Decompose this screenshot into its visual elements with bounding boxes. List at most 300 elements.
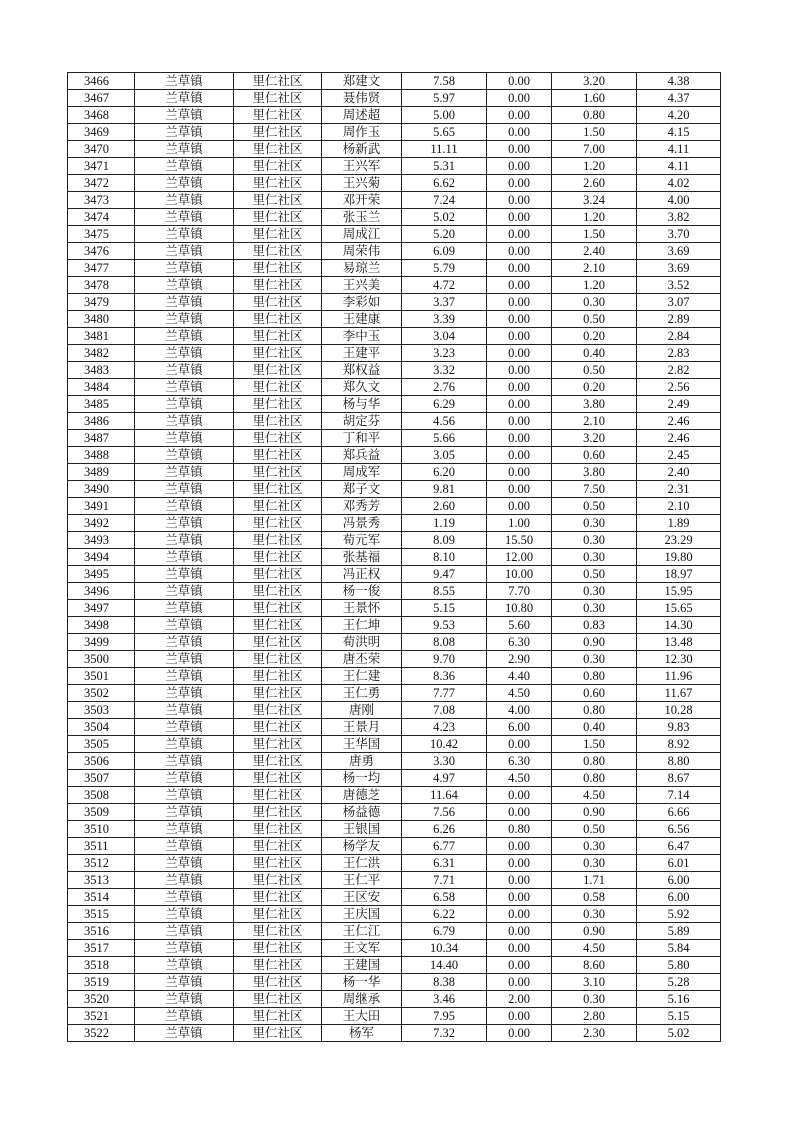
town-cell: 兰草镇 bbox=[135, 141, 234, 158]
value2-cell: 0.00 bbox=[487, 940, 552, 957]
community-cell: 里仁社区 bbox=[234, 566, 322, 583]
name-cell: 周作玉 bbox=[322, 124, 402, 141]
total-cell: 6.00 bbox=[637, 872, 721, 889]
town-cell: 兰草镇 bbox=[135, 430, 234, 447]
table-row bbox=[68, 600, 721, 617]
value1-cell: 3.39 bbox=[402, 311, 487, 328]
row-number-cell: 3470 bbox=[68, 141, 135, 158]
value3-cell: 0.80 bbox=[552, 668, 637, 685]
total-cell: 11.96 bbox=[637, 668, 721, 685]
value1-cell: 2.76 bbox=[402, 379, 487, 396]
value3-cell: 1.71 bbox=[552, 872, 637, 889]
row-number-cell: 3517 bbox=[68, 940, 135, 957]
community-cell: 里仁社区 bbox=[234, 889, 322, 906]
row-number-cell: 3475 bbox=[68, 226, 135, 243]
value1-cell: 6.79 bbox=[402, 923, 487, 940]
value3-cell: 0.90 bbox=[552, 634, 637, 651]
table-row bbox=[68, 821, 721, 838]
community-cell: 里仁社区 bbox=[234, 498, 322, 515]
value3-cell: 1.60 bbox=[552, 90, 637, 107]
value2-cell: 2.90 bbox=[487, 651, 552, 668]
table-row bbox=[68, 838, 721, 855]
table-row bbox=[68, 464, 721, 481]
community-cell: 里仁社区 bbox=[234, 481, 322, 498]
row-number-cell: 3507 bbox=[68, 770, 135, 787]
value2-cell: 0.00 bbox=[487, 1025, 552, 1042]
table-row bbox=[68, 634, 721, 651]
value3-cell: 0.30 bbox=[552, 549, 637, 566]
town-cell: 兰草镇 bbox=[135, 668, 234, 685]
value3-cell: 0.50 bbox=[552, 566, 637, 583]
total-cell: 5.92 bbox=[637, 906, 721, 923]
town-cell: 兰草镇 bbox=[135, 583, 234, 600]
total-cell: 1.89 bbox=[637, 515, 721, 532]
community-cell: 里仁社区 bbox=[234, 923, 322, 940]
name-cell: 王大田 bbox=[322, 1008, 402, 1025]
name-cell: 周述超 bbox=[322, 107, 402, 124]
town-cell: 兰草镇 bbox=[135, 226, 234, 243]
row-number-cell: 3481 bbox=[68, 328, 135, 345]
community-cell: 里仁社区 bbox=[234, 719, 322, 736]
value3-cell: 0.30 bbox=[552, 855, 637, 872]
table-row bbox=[68, 872, 721, 889]
value1-cell: 5.20 bbox=[402, 226, 487, 243]
table-row bbox=[68, 1025, 721, 1042]
row-number-cell: 3506 bbox=[68, 753, 135, 770]
row-number-cell: 3514 bbox=[68, 889, 135, 906]
row-number-cell: 3508 bbox=[68, 787, 135, 804]
name-cell: 周成军 bbox=[322, 464, 402, 481]
value2-cell: 0.00 bbox=[487, 923, 552, 940]
value3-cell: 0.30 bbox=[552, 991, 637, 1008]
community-cell: 里仁社区 bbox=[234, 158, 322, 175]
value1-cell: 7.58 bbox=[402, 73, 487, 90]
value1-cell: 11.11 bbox=[402, 141, 487, 158]
row-number-cell: 3522 bbox=[68, 1025, 135, 1042]
table-row bbox=[68, 566, 721, 583]
table-row bbox=[68, 107, 721, 124]
name-cell: 王建国 bbox=[322, 957, 402, 974]
town-cell: 兰草镇 bbox=[135, 753, 234, 770]
community-cell: 里仁社区 bbox=[234, 328, 322, 345]
community-cell: 里仁社区 bbox=[234, 651, 322, 668]
value2-cell: 0.00 bbox=[487, 974, 552, 991]
value1-cell: 7.32 bbox=[402, 1025, 487, 1042]
town-cell: 兰草镇 bbox=[135, 294, 234, 311]
row-number-cell: 3476 bbox=[68, 243, 135, 260]
value2-cell: 0.00 bbox=[487, 957, 552, 974]
value1-cell: 5.31 bbox=[402, 158, 487, 175]
value1-cell: 6.58 bbox=[402, 889, 487, 906]
value1-cell: 6.77 bbox=[402, 838, 487, 855]
table-row bbox=[68, 974, 721, 991]
town-cell: 兰草镇 bbox=[135, 192, 234, 209]
town-cell: 兰草镇 bbox=[135, 1025, 234, 1042]
total-cell: 18.97 bbox=[637, 566, 721, 583]
name-cell: 邓开荣 bbox=[322, 192, 402, 209]
total-cell: 6.56 bbox=[637, 821, 721, 838]
table-row bbox=[68, 260, 721, 277]
town-cell: 兰草镇 bbox=[135, 549, 234, 566]
row-number-cell: 3487 bbox=[68, 430, 135, 447]
row-number-cell: 3501 bbox=[68, 668, 135, 685]
town-cell: 兰草镇 bbox=[135, 804, 234, 821]
value1-cell: 1.19 bbox=[402, 515, 487, 532]
row-number-cell: 3488 bbox=[68, 447, 135, 464]
town-cell: 兰草镇 bbox=[135, 855, 234, 872]
row-number-cell: 3468 bbox=[68, 107, 135, 124]
town-cell: 兰草镇 bbox=[135, 277, 234, 294]
name-cell: 唐勇 bbox=[322, 753, 402, 770]
row-number-cell: 3477 bbox=[68, 260, 135, 277]
row-number-cell: 3499 bbox=[68, 634, 135, 651]
value2-cell: 0.00 bbox=[487, 243, 552, 260]
town-cell: 兰草镇 bbox=[135, 209, 234, 226]
row-number-cell: 3483 bbox=[68, 362, 135, 379]
name-cell: 王区安 bbox=[322, 889, 402, 906]
row-number-cell: 3511 bbox=[68, 838, 135, 855]
town-cell: 兰草镇 bbox=[135, 379, 234, 396]
value2-cell: 0.00 bbox=[487, 141, 552, 158]
value3-cell: 0.50 bbox=[552, 311, 637, 328]
town-cell: 兰草镇 bbox=[135, 158, 234, 175]
value2-cell: 2.00 bbox=[487, 991, 552, 1008]
value1-cell: 5.15 bbox=[402, 600, 487, 617]
name-cell: 冯景秀 bbox=[322, 515, 402, 532]
value1-cell: 10.42 bbox=[402, 736, 487, 753]
value3-cell: 0.30 bbox=[552, 906, 637, 923]
value1-cell: 7.24 bbox=[402, 192, 487, 209]
data-table bbox=[67, 72, 721, 1042]
value1-cell: 6.22 bbox=[402, 906, 487, 923]
town-cell: 兰草镇 bbox=[135, 838, 234, 855]
name-cell: 王仁勇 bbox=[322, 685, 402, 702]
name-cell: 王仁洪 bbox=[322, 855, 402, 872]
town-cell: 兰草镇 bbox=[135, 872, 234, 889]
value1-cell: 6.09 bbox=[402, 243, 487, 260]
row-number-cell: 3515 bbox=[68, 906, 135, 923]
row-number-cell: 3492 bbox=[68, 515, 135, 532]
town-cell: 兰草镇 bbox=[135, 940, 234, 957]
total-cell: 5.02 bbox=[637, 1025, 721, 1042]
table-row bbox=[68, 158, 721, 175]
town-cell: 兰草镇 bbox=[135, 651, 234, 668]
total-cell: 6.01 bbox=[637, 855, 721, 872]
table-row bbox=[68, 991, 721, 1008]
table-row bbox=[68, 124, 721, 141]
total-cell: 5.89 bbox=[637, 923, 721, 940]
value1-cell: 3.23 bbox=[402, 345, 487, 362]
table-row bbox=[68, 549, 721, 566]
value3-cell: 2.10 bbox=[552, 260, 637, 277]
total-cell: 2.56 bbox=[637, 379, 721, 396]
table-row bbox=[68, 379, 721, 396]
table-row bbox=[68, 583, 721, 600]
row-number-cell: 3491 bbox=[68, 498, 135, 515]
table-row bbox=[68, 617, 721, 634]
value1-cell: 5.00 bbox=[402, 107, 487, 124]
value2-cell: 0.00 bbox=[487, 73, 552, 90]
row-number-cell: 3490 bbox=[68, 481, 135, 498]
value1-cell: 8.09 bbox=[402, 532, 487, 549]
value2-cell: 0.00 bbox=[487, 277, 552, 294]
town-cell: 兰草镇 bbox=[135, 787, 234, 804]
town-cell: 兰草镇 bbox=[135, 719, 234, 736]
value1-cell: 9.81 bbox=[402, 481, 487, 498]
total-cell: 23.29 bbox=[637, 532, 721, 549]
value3-cell: 0.30 bbox=[552, 532, 637, 549]
community-cell: 里仁社区 bbox=[234, 362, 322, 379]
value2-cell: 0.00 bbox=[487, 430, 552, 447]
value1-cell: 6.29 bbox=[402, 396, 487, 413]
value2-cell: 1.00 bbox=[487, 515, 552, 532]
total-cell: 2.46 bbox=[637, 430, 721, 447]
value3-cell: 1.20 bbox=[552, 158, 637, 175]
value2-cell: 5.60 bbox=[487, 617, 552, 634]
name-cell: 聂伟贤 bbox=[322, 90, 402, 107]
name-cell: 王兴菊 bbox=[322, 175, 402, 192]
total-cell: 15.65 bbox=[637, 600, 721, 617]
table-row bbox=[68, 209, 721, 226]
community-cell: 里仁社区 bbox=[234, 634, 322, 651]
town-cell: 兰草镇 bbox=[135, 345, 234, 362]
value1-cell: 8.08 bbox=[402, 634, 487, 651]
value2-cell: 10.00 bbox=[487, 566, 552, 583]
value2-cell: 0.00 bbox=[487, 362, 552, 379]
value3-cell: 4.50 bbox=[552, 940, 637, 957]
value2-cell: 6.00 bbox=[487, 719, 552, 736]
value3-cell: 0.30 bbox=[552, 838, 637, 855]
table-row bbox=[68, 447, 721, 464]
value2-cell: 0.00 bbox=[487, 413, 552, 430]
community-cell: 里仁社区 bbox=[234, 872, 322, 889]
value1-cell: 3.04 bbox=[402, 328, 487, 345]
name-cell: 王华国 bbox=[322, 736, 402, 753]
value3-cell: 0.30 bbox=[552, 651, 637, 668]
value2-cell: 12.00 bbox=[487, 549, 552, 566]
total-cell: 10.28 bbox=[637, 702, 721, 719]
name-cell: 周成江 bbox=[322, 226, 402, 243]
table-row bbox=[68, 957, 721, 974]
name-cell: 杨军 bbox=[322, 1025, 402, 1042]
row-number-cell: 3494 bbox=[68, 549, 135, 566]
table-row bbox=[68, 787, 721, 804]
value1-cell: 4.97 bbox=[402, 770, 487, 787]
row-number-cell: 3467 bbox=[68, 90, 135, 107]
table-row bbox=[68, 90, 721, 107]
name-cell: 王庆国 bbox=[322, 906, 402, 923]
name-cell: 张基福 bbox=[322, 549, 402, 566]
value3-cell: 2.10 bbox=[552, 413, 637, 430]
total-cell: 12.30 bbox=[637, 651, 721, 668]
town-cell: 兰草镇 bbox=[135, 447, 234, 464]
town-cell: 兰草镇 bbox=[135, 515, 234, 532]
total-cell: 6.66 bbox=[637, 804, 721, 821]
community-cell: 里仁社区 bbox=[234, 974, 322, 991]
value1-cell: 5.97 bbox=[402, 90, 487, 107]
name-cell: 郑建文 bbox=[322, 73, 402, 90]
value2-cell: 0.00 bbox=[487, 872, 552, 889]
community-cell: 里仁社区 bbox=[234, 668, 322, 685]
row-number-cell: 3474 bbox=[68, 209, 135, 226]
value1-cell: 3.37 bbox=[402, 294, 487, 311]
value3-cell: 1.50 bbox=[552, 736, 637, 753]
value1-cell: 4.23 bbox=[402, 719, 487, 736]
community-cell: 里仁社区 bbox=[234, 447, 322, 464]
table-row bbox=[68, 413, 721, 430]
town-cell: 兰草镇 bbox=[135, 889, 234, 906]
community-cell: 里仁社区 bbox=[234, 396, 322, 413]
community-cell: 里仁社区 bbox=[234, 838, 322, 855]
value3-cell: 0.90 bbox=[552, 804, 637, 821]
value1-cell: 8.10 bbox=[402, 549, 487, 566]
community-cell: 里仁社区 bbox=[234, 1008, 322, 1025]
community-cell: 里仁社区 bbox=[234, 787, 322, 804]
name-cell: 冯正权 bbox=[322, 566, 402, 583]
total-cell: 4.02 bbox=[637, 175, 721, 192]
town-cell: 兰草镇 bbox=[135, 260, 234, 277]
value2-cell: 0.00 bbox=[487, 804, 552, 821]
value2-cell: 0.00 bbox=[487, 328, 552, 345]
value2-cell: 0.00 bbox=[487, 906, 552, 923]
total-cell: 15.95 bbox=[637, 583, 721, 600]
total-cell: 2.83 bbox=[637, 345, 721, 362]
town-cell: 兰草镇 bbox=[135, 1008, 234, 1025]
community-cell: 里仁社区 bbox=[234, 549, 322, 566]
town-cell: 兰草镇 bbox=[135, 175, 234, 192]
value2-cell: 0.00 bbox=[487, 226, 552, 243]
table-row bbox=[68, 1008, 721, 1025]
value2-cell: 0.00 bbox=[487, 855, 552, 872]
total-cell: 2.89 bbox=[637, 311, 721, 328]
row-number-cell: 3497 bbox=[68, 600, 135, 617]
community-cell: 里仁社区 bbox=[234, 379, 322, 396]
row-number-cell: 3484 bbox=[68, 379, 135, 396]
community-cell: 里仁社区 bbox=[234, 345, 322, 362]
value2-cell: 15.50 bbox=[487, 532, 552, 549]
total-cell: 3.70 bbox=[637, 226, 721, 243]
table-row bbox=[68, 311, 721, 328]
table-row bbox=[68, 481, 721, 498]
value1-cell: 6.26 bbox=[402, 821, 487, 838]
community-cell: 里仁社区 bbox=[234, 464, 322, 481]
value2-cell: 0.00 bbox=[487, 345, 552, 362]
value2-cell: 10.80 bbox=[487, 600, 552, 617]
value3-cell: 7.00 bbox=[552, 141, 637, 158]
name-cell: 王仁建 bbox=[322, 668, 402, 685]
value1-cell: 4.72 bbox=[402, 277, 487, 294]
town-cell: 兰草镇 bbox=[135, 90, 234, 107]
value2-cell: 0.00 bbox=[487, 90, 552, 107]
town-cell: 兰草镇 bbox=[135, 124, 234, 141]
row-number-cell: 3473 bbox=[68, 192, 135, 209]
name-cell: 王仁江 bbox=[322, 923, 402, 940]
community-cell: 里仁社区 bbox=[234, 753, 322, 770]
name-cell: 李中玉 bbox=[322, 328, 402, 345]
row-number-cell: 3480 bbox=[68, 311, 135, 328]
value1-cell: 11.64 bbox=[402, 787, 487, 804]
name-cell: 王建平 bbox=[322, 345, 402, 362]
table-row bbox=[68, 515, 721, 532]
value2-cell: 0.00 bbox=[487, 294, 552, 311]
table-row bbox=[68, 532, 721, 549]
row-number-cell: 3482 bbox=[68, 345, 135, 362]
total-cell: 2.84 bbox=[637, 328, 721, 345]
table-row bbox=[68, 906, 721, 923]
value1-cell: 2.60 bbox=[402, 498, 487, 515]
name-cell: 王仁平 bbox=[322, 872, 402, 889]
value3-cell: 0.83 bbox=[552, 617, 637, 634]
row-number-cell: 3472 bbox=[68, 175, 135, 192]
total-cell: 2.40 bbox=[637, 464, 721, 481]
value2-cell: 0.00 bbox=[487, 787, 552, 804]
total-cell: 4.00 bbox=[637, 192, 721, 209]
total-cell: 5.16 bbox=[637, 991, 721, 1008]
value1-cell: 5.66 bbox=[402, 430, 487, 447]
row-number-cell: 3493 bbox=[68, 532, 135, 549]
value3-cell: 3.20 bbox=[552, 73, 637, 90]
name-cell: 王建康 bbox=[322, 311, 402, 328]
value3-cell: 0.30 bbox=[552, 515, 637, 532]
value1-cell: 5.65 bbox=[402, 124, 487, 141]
value2-cell: 0.00 bbox=[487, 158, 552, 175]
value2-cell: 0.00 bbox=[487, 192, 552, 209]
row-number-cell: 3500 bbox=[68, 651, 135, 668]
name-cell: 杨与华 bbox=[322, 396, 402, 413]
value3-cell: 2.40 bbox=[552, 243, 637, 260]
community-cell: 里仁社区 bbox=[234, 260, 322, 277]
community-cell: 里仁社区 bbox=[234, 770, 322, 787]
name-cell: 唐德芝 bbox=[322, 787, 402, 804]
value3-cell: 8.60 bbox=[552, 957, 637, 974]
value3-cell: 3.80 bbox=[552, 396, 637, 413]
community-cell: 里仁社区 bbox=[234, 413, 322, 430]
row-number-cell: 3466 bbox=[68, 73, 135, 90]
table-row bbox=[68, 294, 721, 311]
name-cell: 周荣伟 bbox=[322, 243, 402, 260]
town-cell: 兰草镇 bbox=[135, 600, 234, 617]
community-cell: 里仁社区 bbox=[234, 583, 322, 600]
value1-cell: 3.46 bbox=[402, 991, 487, 1008]
table-body bbox=[68, 73, 721, 1042]
table-row bbox=[68, 175, 721, 192]
value1-cell: 7.95 bbox=[402, 1008, 487, 1025]
total-cell: 8.92 bbox=[637, 736, 721, 753]
name-cell: 李彩如 bbox=[322, 294, 402, 311]
community-cell: 里仁社区 bbox=[234, 277, 322, 294]
name-cell: 王兴美 bbox=[322, 277, 402, 294]
town-cell: 兰草镇 bbox=[135, 634, 234, 651]
community-cell: 里仁社区 bbox=[234, 957, 322, 974]
value2-cell: 0.00 bbox=[487, 464, 552, 481]
community-cell: 里仁社区 bbox=[234, 736, 322, 753]
total-cell: 4.38 bbox=[637, 73, 721, 90]
town-cell: 兰草镇 bbox=[135, 311, 234, 328]
town-cell: 兰草镇 bbox=[135, 685, 234, 702]
community-cell: 里仁社区 bbox=[234, 226, 322, 243]
name-cell: 王景月 bbox=[322, 719, 402, 736]
community-cell: 里仁社区 bbox=[234, 906, 322, 923]
name-cell: 杨益德 bbox=[322, 804, 402, 821]
town-cell: 兰草镇 bbox=[135, 396, 234, 413]
town-cell: 兰草镇 bbox=[135, 498, 234, 515]
row-number-cell: 3478 bbox=[68, 277, 135, 294]
total-cell: 3.69 bbox=[637, 243, 721, 260]
value3-cell: 0.58 bbox=[552, 889, 637, 906]
row-number-cell: 3495 bbox=[68, 566, 135, 583]
value2-cell: 0.00 bbox=[487, 889, 552, 906]
value2-cell: 0.00 bbox=[487, 311, 552, 328]
